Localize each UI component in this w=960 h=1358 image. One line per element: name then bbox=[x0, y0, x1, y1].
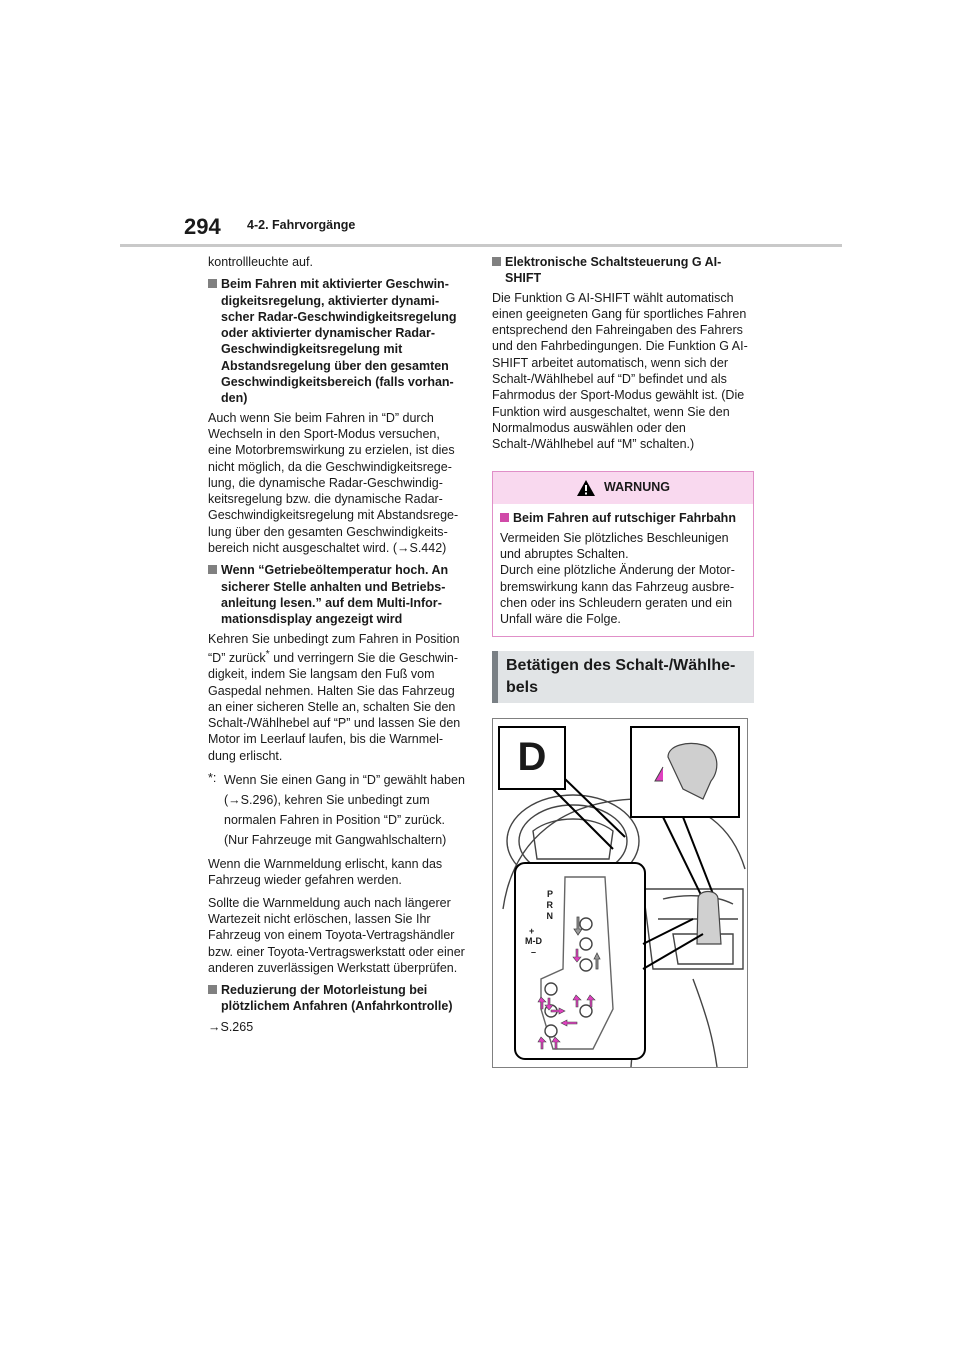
section-title: 4-2. Fahrvorgänge bbox=[247, 218, 356, 232]
paragraph-return-to-d bbox=[208, 631, 466, 765]
warning-title: WARNUNG bbox=[604, 480, 670, 495]
warning-box bbox=[492, 471, 754, 637]
left-column bbox=[208, 254, 466, 1041]
gate-r-label: R bbox=[546, 899, 553, 910]
warning-triangle-icon bbox=[576, 479, 596, 497]
subheading-cruise-control: Beim Fahren mit aktivierter Geschwindigkeitsregelung, aktivierter dynamischer Radar-Geschwindigkeitsregelung oder aktivierter dynamischer Radar-Geschwindigkeitsregelung mit Abstandsregelung über den gesamten Geschwindigkeitsbereich (falls vorhanden) bbox=[208, 276, 466, 406]
warning-body bbox=[493, 504, 753, 636]
text: Kehren Sie unbedingt zum Fahren in Position “D” zurück bbox=[208, 631, 460, 665]
right-column bbox=[492, 254, 754, 1068]
footnote-ref: * bbox=[265, 648, 270, 660]
warning-paragraph: Vermeiden Sie plötzliches Beschleunigen und abruptes Schalten. bbox=[500, 530, 729, 562]
paragraph: Die Funktion G AI-SHIFT wählt automatisch einen geeigneten Gang für sportliches Fahren entsprechend den Fahreingaben des Fahrers und den Fahrbedingungen. Die Funktion G AI-SHIFT arbeitet automatisch, wenn sich der Schalt-/Wählhebel auf “D” befindet und als Fahrmodus der Sport-Modus gewählt ist. (Die Funktion wird ausgeschaltet, wenn Sie den Normalmodus auswählen oder den Schalt-/Wählhebel auf “M” schalten.) bbox=[492, 290, 748, 452]
shift-lever-illustration bbox=[492, 718, 748, 1068]
footnote bbox=[208, 770, 466, 850]
gate-n-label: N bbox=[546, 910, 553, 921]
warning-header bbox=[493, 472, 753, 504]
paragraph: Sollte die Warnmeldung auch nach längerer Wartezeit nicht erlöschen, lassen Sie Ihr Fahrzeug von einem Toyota-Vertragshändler bzw. einer Toyota-Vertragswerkstatt oder einer anderen zuverlässigen Werkstatt überprüfen. bbox=[208, 895, 465, 975]
footnote-text: Wenn Sie einen Gang in “D” gewählt haben (→S.296), kehren Sie unbedingt zum normalen Fahren in Position “D” zurück. (Nur Fahrzeuge mit Gangwahlschaltern) bbox=[224, 773, 465, 848]
subheading-transmission-temp: Wenn “Getriebeöltemperatur hoch. An sicherer Stelle anhalten und Betriebsanleitung lesen.” auf dem Multi-Informationsdisplay angezeigt wird bbox=[208, 562, 466, 627]
paragraph: Wenn die Warnmeldung erlischt, kann das Fahrzeug wieder gefahren werden. bbox=[208, 857, 443, 888]
text: und verringern Sie die Geschwindigkeit, indem Sie langsam den Fuß vom Gaspedal nehmen. Halten Sie das Fahrzeug an einer sicheren Stelle an, schalten Sie den Schalt-/Wählhebel auf “P” und lassen Sie den Motor im Leerlauf laufen, bis die Warnmeldung erlischt. bbox=[208, 650, 461, 763]
cross-reference: →S.265 bbox=[208, 1019, 254, 1034]
warning-subheading: Beim Fahren auf rutschiger Fahrbahn bbox=[500, 510, 746, 526]
gate-p-label: P bbox=[546, 888, 553, 899]
header-rule bbox=[120, 244, 842, 247]
paragraph: Auch wenn Sie beim Fahren in “D” durch Wechseln in den Sport-Modus versuchen, eine Motorbremswirkung zu erzielen, ist dies nicht möglich, da die Geschwindigkeitsregelung, die dynamische Radar-Geschwindigkeitsregelung bzw. die dynamische Radar-Geschwindigkeitsregelung mit Abstandsregelung über den gesamten Geschwindigkeitsbereich nicht ausgeschaltet wird. (→S.442) bbox=[208, 410, 459, 556]
gate-minus-label: – bbox=[531, 946, 537, 957]
gate-md-label: M-D bbox=[525, 935, 542, 946]
warning-paragraph: Durch eine plötzliche Änderung der Motorbremswirkung kann das Fahrzeug ausbrechen oder ins Schleudern geraten und ein Unfall wäre die Folge. bbox=[500, 563, 735, 627]
gate-labels bbox=[525, 889, 553, 922]
page-number: 294 bbox=[184, 214, 221, 239]
paragraph: kontrollleuchte auf. bbox=[208, 255, 313, 269]
display-letter: D bbox=[517, 735, 547, 780]
gate-plus-label: + bbox=[529, 925, 535, 936]
footnote-mark: *: bbox=[208, 771, 217, 786]
subheading-launch-control: Reduzierung der Motorleistung bei plötzlichem Anfahren (Anfahrkontrolle) bbox=[208, 982, 466, 1015]
operation-section-title: Betätigen des Schalt-/Wählhebels bbox=[492, 651, 754, 703]
subheading-g-ai-shift: Elektronische Schaltsteuerung G AI-SHIFT bbox=[492, 254, 754, 287]
